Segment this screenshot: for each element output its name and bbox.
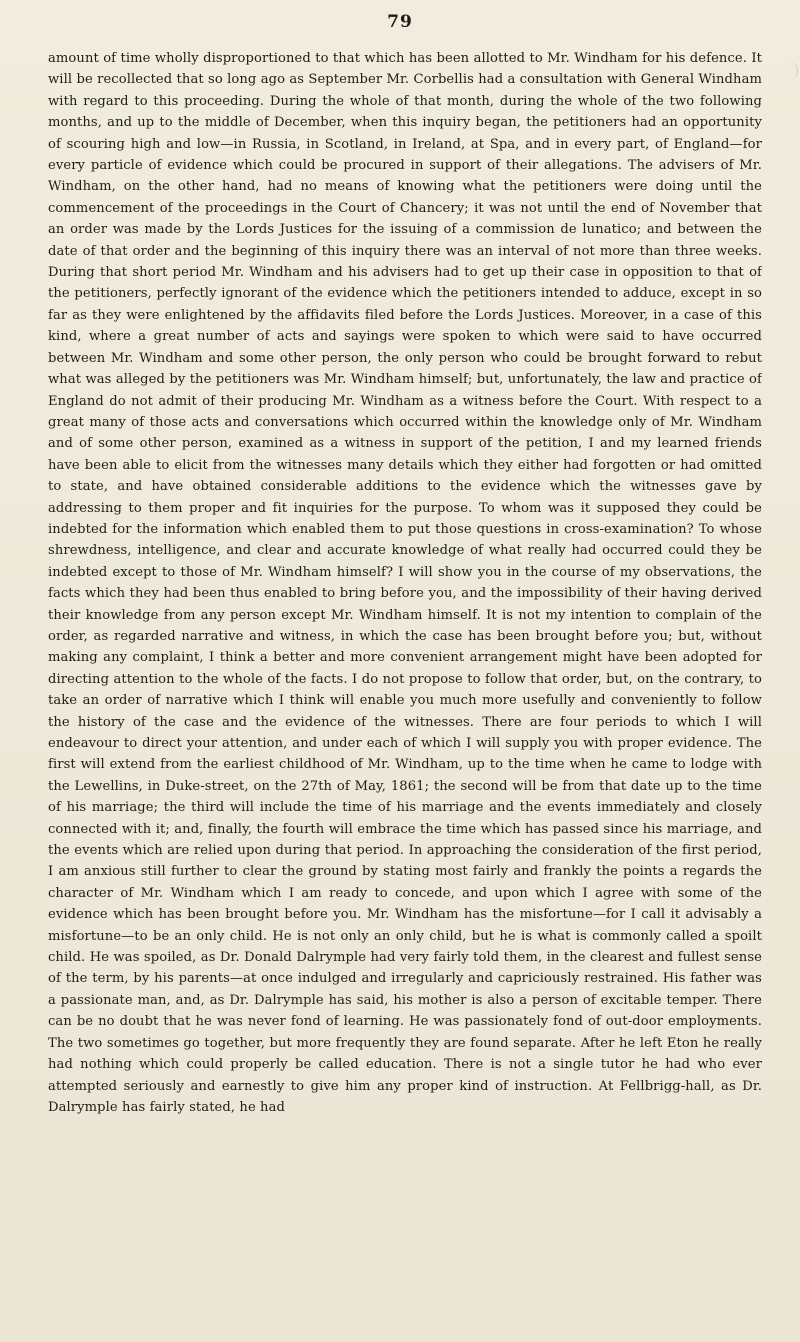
margin-mark — [783, 62, 798, 80]
page-number: 79 — [387, 12, 413, 32]
body-text: amount of time wholly disproportioned to that which has been allotted to Mr. Windham for his defence. It will be recollected that so long ago as September Mr. Corbellis had a consultation with General Windham with regard to this proceeding. During the whole of that month, during the whole of the two following months, and up to the middle of December, when this inquiry began, the petitioners had an opportunity of scouring high and low—in Russia, in Scotland, in Ireland, at Spa, and in every part, of England—for every particle of evidence which could be procured in support of their allegations. The advisers of Mr. Windham, on the other hand, had no means of knowing what the petitioners were doing until the commencement of the proceedings in the Court of Chancery; it was not until the end of November that an order was made by the Lords Justices for the issuing of a commission de lunatico; and between the date of that order and the beginning of this inquiry there was an interval of not more than three weeks. During that short period Mr. Windham and his advisers had to get up their case in opposition to that of the petitioners, perfectly ignorant of the evidence which the petitioners intended to adduce, except in so far as they were enlightened by the affidavits filed before the Lords Justices. Moreover, in a case of this kind, where a great number of acts and sayings were spoken to which were said to have occurred between Mr. Windham and some other person, the only person who could be brought forward to rebut what was alleged by the petitioners was Mr. Windham himself; but, unfortunately, the law and practice of England do not admit of their producing Mr. Windham as a witness before the Court. With respect to a great many of those acts and conversations which occurred within the knowledge only of Mr. Windham and of some other person, examined as a witness in support of the petition, I and my learned friends have been able to elicit from the witnesses many details which they either had forgotten or had omitted to state, and have obtained considerable additions to the evidence which the witnesses gave by addressing to them proper and fit inquiries for the purpose. To whom was it supposed they could be indebted for the information which enabled them to put those questions in cross-examination? To whose shrewdness, intelligence, and clear and accurate knowledge of what really had occurred could they be indebted except to those of Mr. Windham himself? I will show you in the course of my observations, the facts which they had been thus enabled to bring before you, and the impossibility of their having derived their knowledge from any person except Mr. Windham himself. It is not my intention to complain of the order, as regarded narrative and witness, in which the case has been brought before you; but, without making any complaint, I think a better and more convenient arrangement might have been adopted for directing attention to the whole of the facts. I do not propose to follow that order, but, on the contrary, to take an order of narrative which I think will enable you much more usefully and conveniently to follow the history of the case and the evidence of the witnesses. There are four periods to which I will endeavour to direct your attention, and under each of which I will supply you with proper evidence. The first will extend from the earliest childhood of Mr. Windham, up to the time when he came to lodge with the Lewellins, in Duke-street, on the 27th of May, 1861; the second will be from that date up to the time of his marriage; the third will include the time of his marriage and the events immediately and closely connected with it; and, finally, the fourth will embrace the time which has passed since his marriage, and the events which are relied upon during that period. In approaching the consideration of the first period, I am anxious still further to clear the ground by stating most fairly and frankly the points a regards the character of Mr. Windham which I am ready to concede, and upon which I agree with some of the evidence which has been brought before you. Mr. Windham has the misfortune—for I call it advisably a misfortune—to be an only child. He is not only an only child, but he is what is commonly called a spoilt child. He was spoiled, as Dr. Donald Dalrymple had very fairly told them, in the clearest and fullest sense of the term, by his parents—at once indulged and irregularly and capriciously restrained. His father was a passionate man, and, as Dr. Dalrymple has said, his mother is also a person of excitable temper. There can be no doubt that he was never fond of learning. He was passionately fond of out-door employments. The two sometimes go together, but more frequently they are found separate. After he left Eton he really had nothing which could properly be called education. There is not a single tutor he had who ever attempted seriously and earnestly to give him any proper kind of instruction. At Fellbrigg-hall, as Dr. Dalrymple has fairly stated, he had — [48, 51, 762, 1115]
